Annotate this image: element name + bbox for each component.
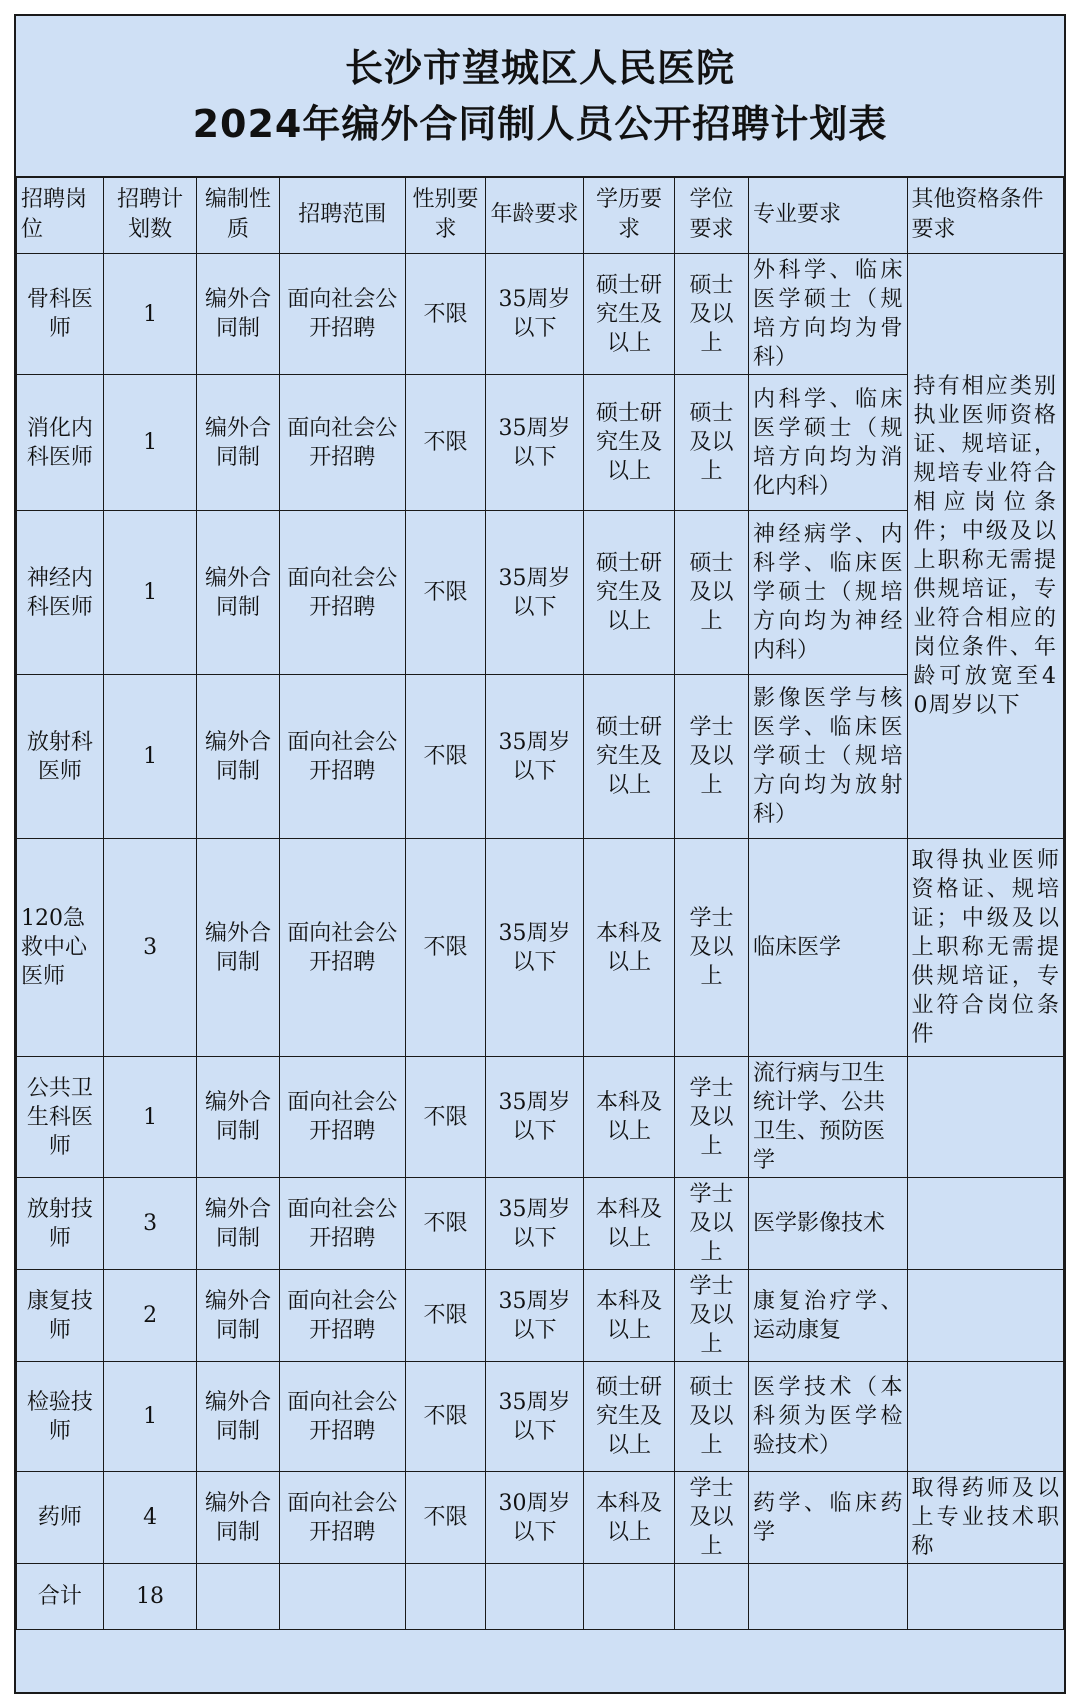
cell-age: 35周岁以下: [486, 511, 584, 675]
title-line-2: 2024年编外合同制人员公开招聘计划表: [192, 102, 888, 146]
cell-count: 1: [103, 1362, 196, 1472]
cell-edu: 硕士研究生及以上: [583, 511, 674, 675]
cell-scope: 面向社会公开招聘: [279, 375, 405, 511]
cell-degree: 硕士及以上: [675, 1362, 749, 1472]
cell-post: 放射技师: [17, 1178, 104, 1270]
cell-gender: 不限: [405, 1472, 485, 1564]
cell-post: 消化内科医师: [17, 375, 104, 511]
cell-post: 放射科医师: [17, 675, 104, 839]
empty-cell: [279, 1564, 405, 1630]
cell-nature: 编外合同制: [197, 839, 280, 1057]
cell-edu: 硕士研究生及以上: [583, 675, 674, 839]
table-row: [17, 1057, 1064, 1178]
table-row: [17, 511, 1064, 675]
cell-degree: 硕士及以上: [675, 375, 749, 511]
cell-nature: 编外合同制: [197, 254, 280, 375]
cell-gender: 不限: [405, 1270, 485, 1362]
cell-count: 3: [103, 839, 196, 1057]
cell-nature: 编外合同制: [197, 1270, 280, 1362]
header-post: 招聘岗位: [17, 177, 104, 254]
cell-edu: 本科及以上: [583, 1178, 674, 1270]
empty-cell: [675, 1564, 749, 1630]
table-row: [17, 675, 1064, 839]
empty-cell: [583, 1564, 674, 1630]
cell-count: 1: [103, 511, 196, 675]
header-edu: 学历要求: [583, 177, 674, 254]
cell-major: 医学技术（本科须为医学检验技术）: [748, 1362, 907, 1472]
total-row: [17, 1564, 1064, 1630]
cell-post: 120急救中心医师: [17, 839, 104, 1057]
table-row: [17, 1270, 1064, 1362]
table-row: [17, 1472, 1064, 1564]
cell-other-merged: 持有相应类别执业医师资格证、规培证，规培专业符合相应岗位条件；中级及以上职称无需提供规培证，专业符合相应的岗位条件、年龄可放宽至40周岁以下: [907, 254, 1064, 839]
cell-scope: 面向社会公开招聘: [279, 1057, 405, 1178]
cell-age: 35周岁以下: [486, 1270, 584, 1362]
cell-gender: 不限: [405, 1178, 485, 1270]
cell-edu: 本科及以上: [583, 1057, 674, 1178]
total-count: 18: [103, 1564, 196, 1630]
empty-cell: [197, 1564, 280, 1630]
cell-nature: 编外合同制: [197, 1472, 280, 1564]
cell-scope: 面向社会公开招聘: [279, 511, 405, 675]
cell-nature: 编外合同制: [197, 375, 280, 511]
empty-cell: [405, 1564, 485, 1630]
header-age: 年龄要求: [486, 177, 584, 254]
cell-nature: 编外合同制: [197, 1057, 280, 1178]
cell-gender: 不限: [405, 839, 485, 1057]
cell-count: 1: [103, 375, 196, 511]
cell-nature: 编外合同制: [197, 1178, 280, 1270]
recruitment-table: [16, 176, 1064, 1630]
cell-other: 取得药师及以上专业技术职称: [907, 1472, 1064, 1564]
cell-count: 1: [103, 1057, 196, 1178]
cell-major: 内科学、临床医学硕士（规培方向均为消化内科）: [748, 375, 907, 511]
cell-degree: 学士及以上: [675, 675, 749, 839]
cell-age: 35周岁以下: [486, 1362, 584, 1472]
header-degree: 学位要求: [675, 177, 749, 254]
cell-age: 35周岁以下: [486, 375, 584, 511]
cell-major: 神经病学、内科学、临床医学硕士（规培方向均为神经内科）: [748, 511, 907, 675]
cell-age: 30周岁以下: [486, 1472, 584, 1564]
cell-gender: 不限: [405, 1362, 485, 1472]
header-other: 其他资格条件要求: [907, 177, 1064, 254]
title-block: [16, 16, 1064, 178]
cell-post: 骨科医师: [17, 254, 104, 375]
cell-edu: 本科及以上: [583, 1270, 674, 1362]
cell-nature: 编外合同制: [197, 675, 280, 839]
table-row: [17, 1178, 1064, 1270]
cell-major: 临床医学: [748, 839, 907, 1057]
cell-scope: 面向社会公开招聘: [279, 839, 405, 1057]
cell-scope: 面向社会公开招聘: [279, 1362, 405, 1472]
cell-age: 35周岁以下: [486, 1178, 584, 1270]
cell-post: 药师: [17, 1472, 104, 1564]
header-gender: 性别要求: [405, 177, 485, 254]
cell-scope: 面向社会公开招聘: [279, 1178, 405, 1270]
cell-age: 35周岁以下: [486, 254, 584, 375]
cell-degree: 学士及以上: [675, 1472, 749, 1564]
cell-edu: 硕士研究生及以上: [583, 254, 674, 375]
table-row: [17, 254, 1064, 375]
cell-scope: 面向社会公开招聘: [279, 254, 405, 375]
cell-age: 35周岁以下: [486, 839, 584, 1057]
cell-major: 外科学、临床医学硕士（规培方向均为骨科）: [748, 254, 907, 375]
table-row: [17, 1362, 1064, 1472]
cell-major: 影像医学与核医学、临床医学硕士（规培方向均为放射科）: [748, 675, 907, 839]
title-line-1: 长沙市望城区人民医院: [344, 46, 735, 90]
recruitment-sheet: [14, 14, 1066, 1694]
cell-count: 3: [103, 1178, 196, 1270]
cell-post: 检验技师: [17, 1362, 104, 1472]
cell-degree: 学士及以上: [675, 1270, 749, 1362]
cell-degree: 学士及以上: [675, 1057, 749, 1178]
cell-other: [907, 1178, 1064, 1270]
cell-other: [907, 1270, 1064, 1362]
cell-scope: 面向社会公开招聘: [279, 1472, 405, 1564]
cell-other: [907, 1362, 1064, 1472]
cell-scope: 面向社会公开招聘: [279, 1270, 405, 1362]
cell-other: 取得执业医师资格证、规培证；中级及以上职称无需提供规培证，专业符合岗位条件: [907, 839, 1064, 1057]
cell-gender: 不限: [405, 254, 485, 375]
cell-count: 1: [103, 675, 196, 839]
cell-other: [907, 1057, 1064, 1178]
cell-gender: 不限: [405, 1057, 485, 1178]
cell-gender: 不限: [405, 375, 485, 511]
table-row: [17, 839, 1064, 1057]
cell-gender: 不限: [405, 511, 485, 675]
total-label: 合计: [17, 1564, 104, 1630]
cell-degree: 学士及以上: [675, 1178, 749, 1270]
cell-edu: 本科及以上: [583, 839, 674, 1057]
cell-count: 1: [103, 254, 196, 375]
header-count: 招聘计划数: [103, 177, 196, 254]
header-scope: 招聘范围: [279, 177, 405, 254]
cell-major: 流行病与卫生统计学、公共卫生、预防医学: [748, 1057, 907, 1178]
table-row: [17, 375, 1064, 511]
cell-post: 神经内科医师: [17, 511, 104, 675]
cell-major: 医学影像技术: [748, 1178, 907, 1270]
cell-nature: 编外合同制: [197, 1362, 280, 1472]
empty-cell: [748, 1564, 907, 1630]
cell-gender: 不限: [405, 675, 485, 839]
cell-post: 公共卫生科医师: [17, 1057, 104, 1178]
cell-scope: 面向社会公开招聘: [279, 675, 405, 839]
cell-count: 2: [103, 1270, 196, 1362]
cell-edu: 硕士研究生及以上: [583, 375, 674, 511]
cell-post: 康复技师: [17, 1270, 104, 1362]
cell-age: 35周岁以下: [486, 1057, 584, 1178]
cell-degree: 硕士及以上: [675, 511, 749, 675]
header-major: 专业要求: [748, 177, 907, 254]
cell-degree: 学士及以上: [675, 839, 749, 1057]
cell-degree: 硕士及以上: [675, 254, 749, 375]
cell-major: 药学、临床药学: [748, 1472, 907, 1564]
cell-edu: 本科及以上: [583, 1472, 674, 1564]
cell-age: 35周岁以下: [486, 675, 584, 839]
empty-cell: [486, 1564, 584, 1630]
empty-cell: [907, 1564, 1064, 1630]
cell-major: 康复治疗学、运动康复: [748, 1270, 907, 1362]
cell-edu: 硕士研究生及以上: [583, 1362, 674, 1472]
header-nature: 编制性质: [197, 177, 280, 254]
cell-count: 4: [103, 1472, 196, 1564]
header-row: [17, 177, 1064, 254]
cell-nature: 编外合同制: [197, 511, 280, 675]
